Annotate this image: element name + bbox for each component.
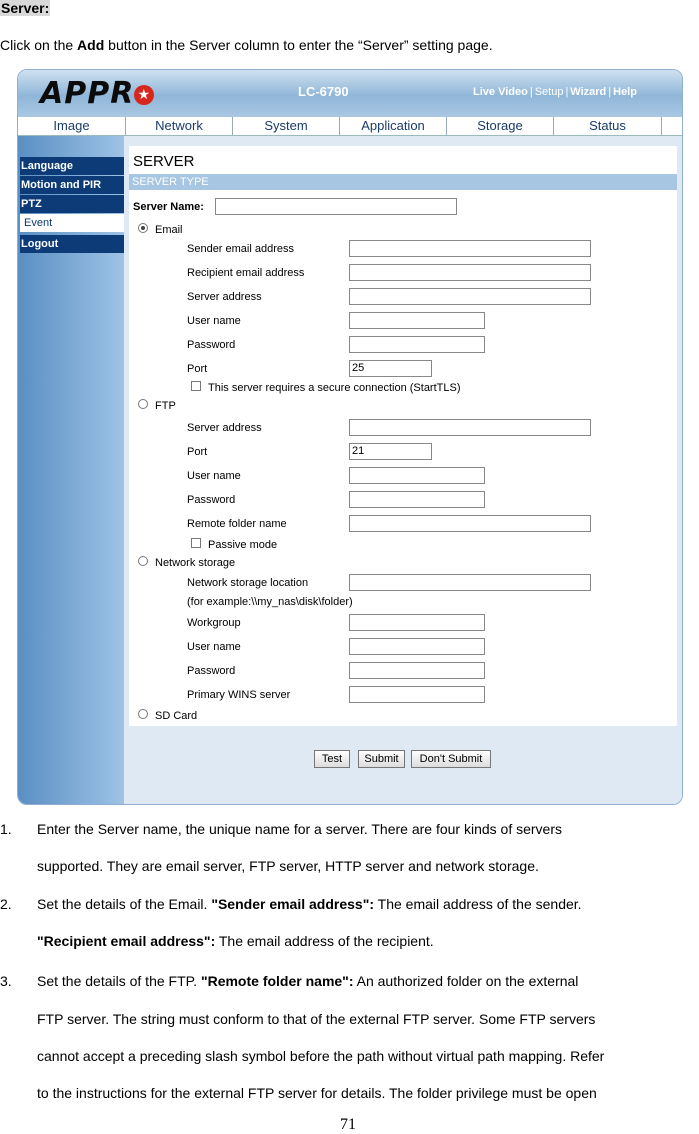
bold-term: "Sender email address": (211, 896, 375, 912)
remote-folder-input[interactable] (349, 515, 591, 532)
sidebar-item-logout[interactable]: Logout (20, 235, 124, 253)
ftp-server-input[interactable] (349, 419, 591, 436)
tab-storage[interactable]: Storage (447, 117, 554, 135)
email-radio[interactable] (138, 223, 148, 233)
sidebar-item-motion-pir[interactable]: Motion and PIR (20, 176, 124, 194)
list-number: 1. (0, 821, 12, 837)
server-name-input[interactable] (215, 198, 457, 215)
ftp-port-label: Port (187, 446, 208, 458)
text-run: supported. They are email server, FTP server, HTTP server and network storage. (37, 858, 539, 874)
nas-location-example: (for example:\\my_nas\disk\folder) (187, 596, 353, 608)
server-type-header: SERVER TYPE (129, 174, 677, 190)
text-run: Enter the Server name, the unique name for a server. There are four kinds of servers (37, 821, 563, 837)
submit-button[interactable]: Submit (358, 750, 405, 768)
text-run: Set the details of the FTP. (37, 973, 201, 989)
list-text (37, 820, 562, 838)
list-text (37, 1047, 604, 1065)
sender-email-label: Sender email address (187, 243, 295, 255)
page-title: SERVER (133, 153, 195, 170)
recipient-email-input[interactable] (349, 264, 591, 281)
email-label: Email (155, 224, 183, 236)
tab-image[interactable]: Image (18, 117, 126, 135)
ftp-radio[interactable] (138, 399, 148, 409)
list-number: 3. (0, 973, 12, 989)
ftp-user-label: User name (187, 470, 241, 482)
ftp-user-input[interactable] (349, 467, 485, 484)
star-icon: ★ (134, 85, 154, 105)
text-run: to the instructions for the external FTP server for details. The folder privilege must be open (37, 1085, 597, 1101)
server-panel (129, 146, 677, 726)
tab-status[interactable]: Status (554, 117, 662, 135)
list-text (37, 857, 539, 875)
list-number: 2. (0, 896, 12, 912)
tab-network[interactable]: Network (126, 117, 233, 135)
sd-card-label: SD Card (155, 710, 198, 722)
recipient-email-label: Recipient email address (187, 267, 305, 279)
text-run: The email address of the sender. (374, 896, 582, 912)
help-link[interactable]: Help (613, 86, 637, 98)
top-links: Live Video | Setup | Wizard | Help (473, 86, 637, 98)
sidebar-item-event[interactable]: Event (20, 214, 124, 232)
ftp-label: FTP (155, 400, 176, 412)
server-settings-screenshot (17, 69, 683, 805)
list-text (37, 932, 434, 950)
tab-application[interactable]: Application (340, 117, 447, 135)
sender-email-input[interactable] (349, 240, 591, 257)
sidebar-item-language[interactable]: Language (20, 157, 124, 175)
passive-mode-label: Passive mode (208, 539, 278, 551)
email-port-input[interactable]: 25 (349, 360, 432, 377)
nas-user-input[interactable] (349, 638, 485, 655)
email-password-input[interactable] (349, 336, 485, 353)
server-name-label: Server Name: (133, 201, 204, 213)
nas-password-label: Password (187, 665, 236, 677)
section-heading: Server: (1, 0, 50, 16)
nas-location-label: Network storage location (187, 577, 309, 589)
passive-mode-checkbox[interactable] (191, 538, 201, 548)
main-tabs (18, 117, 682, 136)
wizard-link[interactable]: Wizard (570, 86, 607, 98)
ftp-server-label: Server address (187, 422, 262, 434)
network-storage-radio[interactable] (138, 556, 148, 566)
sd-card-radio[interactable] (138, 709, 148, 719)
network-storage-label: Network storage (155, 557, 236, 569)
text-run: The email address of the recipient. (215, 933, 434, 949)
page-number: 71 (340, 1116, 356, 1133)
text-run: Set the details of the Email. (37, 896, 212, 912)
text-run: An authorized folder on the external (353, 973, 579, 989)
bold-term: "Recipient email address": (37, 933, 216, 949)
nas-user-label: User name (187, 641, 241, 653)
list-text (37, 972, 578, 990)
dont-submit-button[interactable]: Don't Submit (411, 750, 491, 768)
wins-label: Primary WINS server (187, 689, 291, 701)
email-user-input[interactable] (349, 312, 485, 329)
email-port-label: Port (187, 363, 208, 375)
ftp-port-input[interactable]: 21 (349, 443, 432, 460)
bold-term: "Remote folder name": (200, 973, 354, 989)
tab-system[interactable]: System (233, 117, 340, 135)
test-button[interactable]: Test (314, 750, 350, 768)
list-text (37, 1010, 595, 1028)
remote-folder-label: Remote folder name (187, 518, 287, 530)
nas-location-input[interactable] (349, 574, 591, 591)
email-user-label: User name (187, 315, 241, 327)
workgroup-label: Workgroup (187, 617, 241, 629)
list-text (37, 895, 582, 913)
live-video-link[interactable]: Live Video (473, 86, 528, 98)
ftp-password-input[interactable] (349, 491, 485, 508)
wins-input[interactable] (349, 686, 485, 703)
sidebar-item-ptz[interactable]: PTZ (20, 195, 124, 213)
ftp-password-label: Password (187, 494, 236, 506)
intro-text: Click on the Add button in the Server column to enter the “Server” setting page. (0, 37, 493, 53)
text-run: cannot accept a preceding slash symbol before the path without virtual path mapping. Refer (37, 1048, 605, 1064)
side-menu (18, 136, 124, 805)
email-server-input[interactable] (349, 288, 591, 305)
list-text (37, 1084, 597, 1102)
setup-link[interactable]: Setup (534, 86, 564, 98)
banner (18, 70, 682, 117)
starttls-label: This server requires a secure connection (StartTLS) (208, 382, 461, 394)
workgroup-input[interactable] (349, 614, 485, 631)
email-password-label: Password (187, 339, 236, 351)
starttls-checkbox[interactable] (191, 381, 201, 391)
email-server-label: Server address (187, 291, 262, 303)
settings-content (124, 136, 683, 805)
model-name: LC-6790 (298, 84, 349, 99)
text-run: FTP server. The string must conform to that of the external FTP server. Some FTP servers (37, 1011, 596, 1027)
appro-logo: APPR ★ (40, 76, 154, 112)
nas-password-input[interactable] (349, 662, 485, 679)
